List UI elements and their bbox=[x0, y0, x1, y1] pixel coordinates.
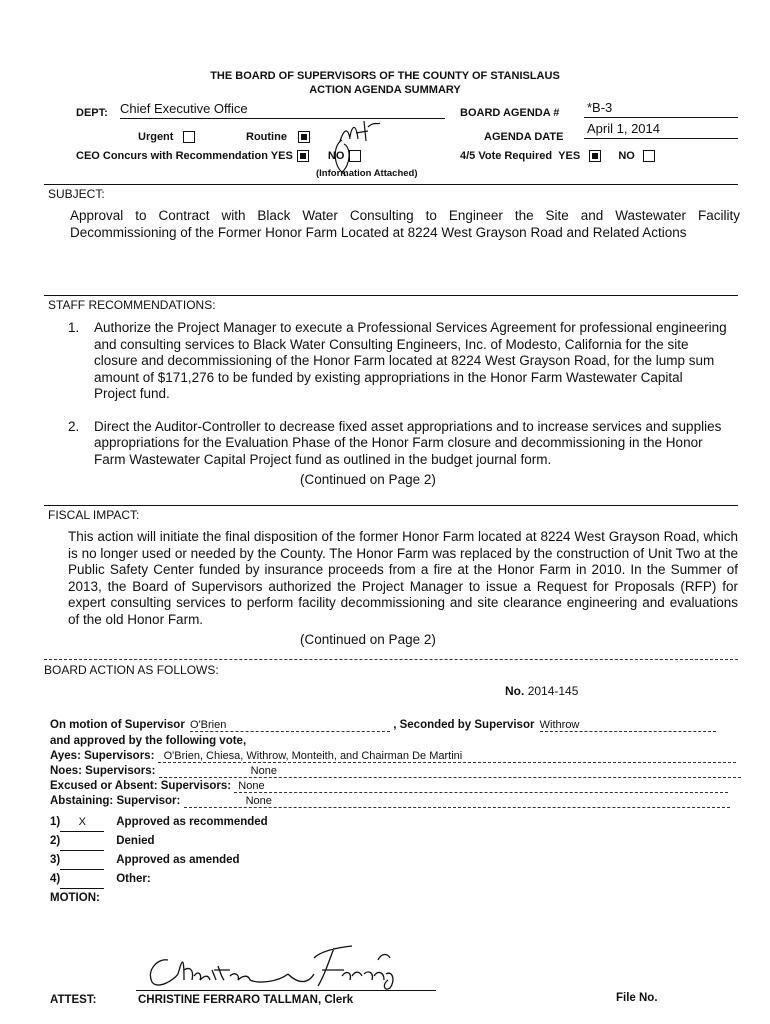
resolution-number-value: 2014-145 bbox=[527, 684, 579, 698]
noes-value: None bbox=[159, 765, 741, 778]
subject-text: Approval to Contract with Black Water Consulting to Engineer the Site and Wastewater Facility Decommissioning of the Former Honor Farm Located at 8224 West Grayson Road and Related Actions bbox=[70, 208, 740, 240]
urgent-row bbox=[138, 131, 195, 143]
routine-row bbox=[246, 131, 310, 143]
file-number-label: File No. bbox=[616, 992, 658, 1004]
agenda-date-field bbox=[584, 121, 738, 139]
option-label: Denied bbox=[116, 835, 155, 847]
document-subtitle: ACTION AGENDA SUMMARY bbox=[309, 84, 461, 96]
option-label: Other: bbox=[116, 873, 151, 885]
action-option[interactable] bbox=[50, 832, 268, 851]
ceo-note: (Information Attached) bbox=[316, 168, 418, 179]
urgent-label: Urgent bbox=[138, 131, 174, 143]
option-number: 2) bbox=[50, 835, 61, 847]
noes-label: Noes: Supervisors: bbox=[50, 765, 156, 777]
fiscal-impact-label: FISCAL IMPACT: bbox=[48, 508, 140, 522]
abstaining-value: None bbox=[184, 795, 730, 808]
abstaining-row bbox=[50, 795, 730, 808]
divider bbox=[44, 505, 738, 506]
board-action-label: BOARD ACTION AS FOLLOWS: bbox=[44, 663, 219, 677]
staff-recommendations-list bbox=[68, 320, 728, 468]
item-text: Authorize the Project Manager to execute a Professional Services Agreement for professional engineering and consulting services to Black Water Consulting Engineers, Inc. of Modesto, California for the site closure and decommissioning of the Honor Farm located at 8224 West Grayson Road, for the lump sum amount of $171,276 to be funded by existing appropriations in the Honor Farm Wastewater Capital Project fund. bbox=[94, 320, 727, 401]
excused-value: None bbox=[234, 780, 728, 793]
option-mark bbox=[60, 870, 104, 889]
option-number: 3) bbox=[50, 854, 61, 866]
ayes-value: O'Brien, Chiesa, Withrow, Monteith, and Chairman De Martini bbox=[158, 750, 736, 763]
dept-field bbox=[120, 101, 445, 119]
ceo-concurs-label: CEO Concurs with Recommendation bbox=[76, 150, 268, 162]
resolution-number-label: No. bbox=[505, 684, 525, 698]
routine-checkbox[interactable] bbox=[298, 131, 310, 143]
dept-label: DEPT: bbox=[76, 107, 108, 119]
agenda-date-label: AGENDA DATE bbox=[484, 131, 564, 143]
dept-value: Chief Executive Office bbox=[120, 101, 248, 116]
ayes-label: Ayes: Supervisors: bbox=[50, 750, 155, 762]
item-number: 2. bbox=[68, 418, 80, 434]
board-agenda-label: BOARD AGENDA # bbox=[460, 107, 560, 119]
approved-line: and approved by the following vote, bbox=[50, 735, 247, 747]
excused-label: Excused or Absent: Supervisors: bbox=[50, 780, 232, 792]
staff-recommendations-label: STAFF RECOMMENDATIONS: bbox=[48, 298, 216, 312]
action-option[interactable] bbox=[50, 813, 268, 832]
excused-row bbox=[50, 780, 728, 793]
divider bbox=[44, 295, 738, 296]
vote-required-label: 4/5 Vote Required bbox=[460, 150, 553, 162]
resolution-number bbox=[505, 684, 578, 698]
list-item bbox=[68, 419, 728, 469]
option-label: Approved as amended bbox=[116, 854, 240, 866]
fiscal-impact-text: This action will initiate the final disposition of the former Honor Farm located at 8224 West Grayson Road, which is no longer used or needed by the County. The Honor Farm was replaced by the construction of Unit Two at the Public Safety Center funded by insurance proceeds from a fire at the Honor Farm in 2010. In the Summer of 2013, the Board of Supervisors authorized the Project Manager to issue a Request for Proposals (RFP) for expert consulting services to perform facility decommissioning and site clearance engineering and evaluations of the old Honor Farm. bbox=[68, 529, 738, 627]
ceo-yes-label: YES bbox=[270, 150, 293, 162]
vote-no-checkbox[interactable] bbox=[643, 150, 655, 162]
seconded-value: Withrow bbox=[540, 719, 716, 732]
agenda-date-value: April 1, 2014 bbox=[587, 121, 660, 136]
motion-label: On motion of Supervisor bbox=[50, 719, 185, 731]
motion-value: O'Brien bbox=[190, 719, 390, 732]
action-options bbox=[50, 813, 268, 907]
option-mark bbox=[60, 832, 104, 851]
seconded-label: , Seconded by Supervisor bbox=[393, 719, 535, 731]
subject-label: SUBJECT: bbox=[48, 187, 105, 201]
item-number: 1. bbox=[68, 320, 80, 335]
fiscal-continued: (Continued on Page 2) bbox=[300, 632, 436, 647]
option-number: 1) bbox=[50, 816, 61, 828]
board-agenda-value: *B-3 bbox=[587, 100, 613, 115]
action-option[interactable] bbox=[50, 870, 268, 889]
ceo-no-label: NO bbox=[327, 150, 345, 162]
vote-required-row bbox=[460, 150, 655, 162]
motion-row bbox=[50, 719, 716, 732]
vote-yes-checkbox[interactable] bbox=[589, 150, 601, 162]
abstaining-label: Abstaining: Supervisor: bbox=[50, 795, 181, 807]
document-title: THE BOARD OF SUPERVISORS OF THE COUNTY OF STANISLAUS bbox=[210, 70, 560, 82]
ceo-concurs-row bbox=[76, 150, 361, 162]
routine-label: Routine bbox=[246, 131, 287, 143]
urgent-checkbox[interactable] bbox=[183, 131, 195, 143]
option-number: 4) bbox=[50, 873, 61, 885]
vote-yes-label: YES bbox=[558, 150, 581, 162]
item-text: Direct the Auditor-Controller to decrease fixed asset appropriations and to increase services and supplies appropriations for the Evaluation Phase of the Honor Farm closure and decommissioning in the Honor Farm Wastewater Capital Project fund as outlined in the budget journal form. bbox=[94, 418, 722, 467]
motion-footer: MOTION: bbox=[50, 892, 100, 904]
action-option[interactable] bbox=[50, 851, 268, 870]
clerk-signature bbox=[138, 940, 428, 995]
staff-continued: (Continued on Page 2) bbox=[300, 472, 436, 487]
option-label: Approved as recommended bbox=[116, 816, 268, 828]
ceo-yes-checkbox[interactable] bbox=[297, 150, 309, 162]
option-mark bbox=[60, 851, 104, 870]
noes-row bbox=[50, 765, 741, 778]
vote-no-label: NO bbox=[618, 150, 635, 162]
divider bbox=[44, 659, 738, 660]
list-item bbox=[68, 320, 728, 403]
divider bbox=[44, 184, 738, 185]
ayes-row bbox=[50, 750, 736, 763]
signature-line bbox=[136, 990, 436, 991]
option-mark: X bbox=[60, 813, 104, 832]
clerk-name: CHRISTINE FERRARO TALLMAN, Clerk bbox=[138, 994, 354, 1006]
board-agenda-field bbox=[584, 100, 738, 118]
attest-label: ATTEST: bbox=[50, 994, 97, 1006]
